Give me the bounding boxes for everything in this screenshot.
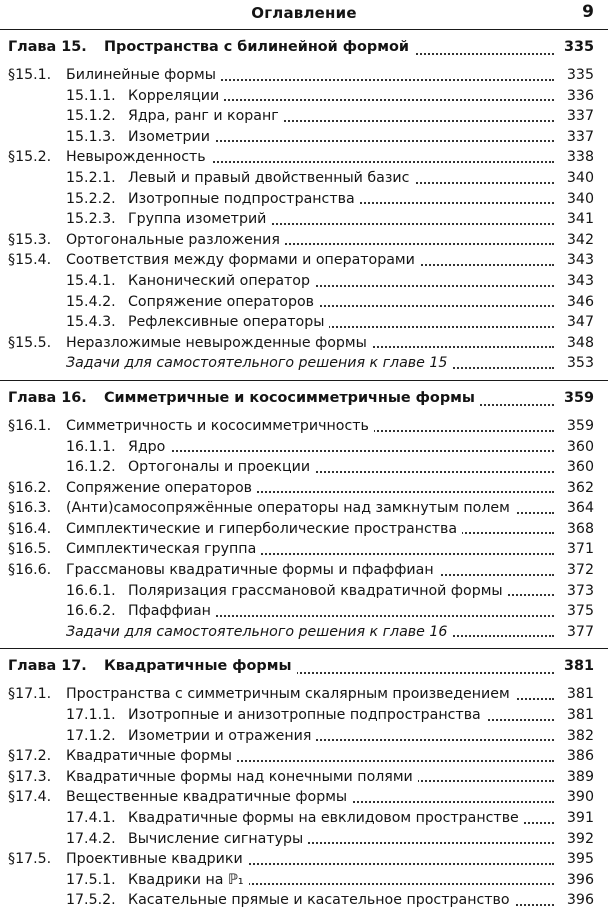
entry-title: Задачи для самостоятельного решения к главе 15 — [66, 353, 452, 374]
entry-page: 392 — [554, 829, 594, 850]
entry-number: §17.1. — [8, 684, 56, 705]
entry-title: Пространства с симметричным скалярным произведением — [66, 684, 515, 705]
toc-subsection-entry[interactable] — [0, 581, 608, 602]
entry-page: 368 — [554, 519, 594, 540]
toc-subsection-entry[interactable] — [0, 168, 608, 189]
toc-section-entry[interactable] — [0, 849, 608, 870]
toc-subsection-entry[interactable] — [0, 437, 608, 458]
entry-number: 15.4.2. — [66, 292, 121, 313]
entry-number: 15.2.3. — [66, 209, 121, 230]
entry-number: 15.2.1. — [66, 168, 121, 189]
entry-number: §16.5. — [8, 539, 56, 560]
entry-title: Поляризация грассмановой квадратичной формы — [128, 581, 508, 602]
entry-page: 381 — [554, 684, 594, 705]
entry-title: Квадратичные формы над конечными полями — [66, 767, 418, 788]
dot-leader — [128, 437, 554, 458]
entry-number: 16.1.2. — [66, 457, 121, 478]
toc-section-entry[interactable] — [0, 498, 608, 519]
entry-number: 16.6.1. — [66, 581, 121, 602]
toc-subsection-entry[interactable] — [0, 312, 608, 333]
toc-subsection-entry[interactable] — [0, 457, 608, 478]
entry-title: Изотропные и анизотропные подпространства — [128, 705, 486, 726]
entry-number: §17.2. — [8, 746, 56, 767]
toc-chapter-entry[interactable] — [0, 649, 608, 684]
entry-title: (Анти)самосопряжённые операторы над замкнутым полем — [66, 498, 515, 519]
entry-number: 15.1.3. — [66, 127, 121, 148]
entry-page: 362 — [554, 478, 594, 499]
entry-number: §15.2. — [8, 147, 56, 168]
toc-chapter-entry[interactable] — [0, 381, 608, 416]
entry-page: 389 — [554, 767, 594, 788]
chapter-number: Глава 15. — [8, 30, 92, 65]
entry-title: Левый и правый двойственный базис — [128, 168, 414, 189]
chapter-block — [0, 648, 608, 911]
entry-number: 15.1.2. — [66, 106, 121, 127]
running-title: Оглавление — [251, 4, 357, 22]
entry-page: 372 — [554, 560, 594, 581]
entry-title: Симплектическая группа — [66, 539, 261, 560]
entry-page: 371 — [554, 539, 594, 560]
toc-subsection-entry[interactable] — [0, 86, 608, 107]
entry-title: Сопряжение операторов — [128, 292, 319, 313]
entry-title: Ядра, ранг и коранг — [128, 106, 284, 127]
toc-subsection-entry[interactable] — [0, 189, 608, 210]
entry-number: §16.3. — [8, 498, 56, 519]
chapter-title: Пространства с билинейной формой — [104, 30, 414, 65]
toc-section-entry[interactable] — [0, 539, 608, 560]
entry-page: 360 — [554, 457, 594, 478]
entry-number: §15.4. — [8, 250, 56, 271]
entry-page: 386 — [554, 746, 594, 767]
entry-title: Ядро — [128, 437, 170, 458]
toc-subsection-entry[interactable] — [0, 808, 608, 829]
toc-section-entry[interactable] — [0, 519, 608, 540]
toc-section-entry[interactable] — [0, 560, 608, 581]
toc-problems-entry[interactable] — [0, 353, 608, 374]
chapter-page: 335 — [554, 30, 594, 65]
entry-page: 390 — [554, 787, 594, 808]
entry-page: 340 — [554, 189, 594, 210]
entry-page: 342 — [554, 230, 594, 251]
toc-subsection-entry[interactable] — [0, 106, 608, 127]
entry-page: 337 — [554, 106, 594, 127]
toc-subsection-entry[interactable] — [0, 726, 608, 747]
toc-subsection-entry[interactable] — [0, 127, 608, 148]
toc-subsection-entry[interactable] — [0, 271, 608, 292]
entry-number: §17.3. — [8, 767, 56, 788]
entry-title: Квадрики на ℙ₁ — [128, 870, 249, 891]
entry-number: §17.5. — [8, 849, 56, 870]
toc-section-entry[interactable] — [0, 333, 608, 354]
chapter-title: Квадратичные формы — [104, 649, 297, 684]
entry-title: Грассмановы квадратичные формы и пфаффиан — [66, 560, 439, 581]
entry-title: Вычисление сигнатуры — [128, 829, 308, 850]
entry-title: Проективные квадрики — [66, 849, 248, 870]
entry-page: 391 — [554, 808, 594, 829]
entry-title: Рефлексивные операторы — [128, 312, 329, 333]
entry-page: 346 — [554, 292, 594, 313]
entry-number: 17.5.1. — [66, 870, 121, 891]
entry-number: §16.4. — [8, 519, 56, 540]
entry-number: 17.4.1. — [66, 808, 121, 829]
entry-number: §15.5. — [8, 333, 56, 354]
entry-title: Билинейные формы — [66, 65, 221, 86]
entry-page: 353 — [554, 353, 594, 374]
entry-number: §16.2. — [8, 478, 56, 499]
entry-page: 348 — [554, 333, 594, 354]
entry-number: 15.4.3. — [66, 312, 121, 333]
entry-page: 338 — [554, 147, 594, 168]
entry-page: 337 — [554, 127, 594, 148]
toc-section-entry[interactable] — [0, 147, 608, 168]
entry-title: Соответствия между формами и операторами — [66, 250, 420, 271]
entry-number: §16.1. — [8, 416, 56, 437]
entry-title: Квадратичные формы — [66, 746, 237, 767]
entry-title: Ортогоналы и проекции — [128, 457, 315, 478]
entry-title: Сопряжение операторов — [66, 478, 257, 499]
entry-page: 396 — [554, 890, 594, 911]
toc-subsection-entry[interactable] — [0, 890, 608, 911]
entry-number: §17.4. — [8, 787, 56, 808]
toc-section-entry[interactable] — [0, 767, 608, 788]
toc-problems-entry[interactable] — [0, 622, 608, 643]
toc-section-entry[interactable] — [0, 65, 608, 86]
entry-number: 17.4.2. — [66, 829, 121, 850]
toc-section-entry[interactable] — [0, 416, 608, 437]
entry-page: 396 — [554, 870, 594, 891]
entry-number: 15.1.1. — [66, 86, 121, 107]
toc-section-entry[interactable] — [0, 230, 608, 251]
entry-title: Изотропные подпространства — [128, 189, 360, 210]
page-number: 9 — [582, 2, 594, 22]
entry-page: 375 — [554, 601, 594, 622]
entry-page: 382 — [554, 726, 594, 747]
toc-subsection-entry[interactable] — [0, 870, 608, 891]
table-of-contents — [0, 30, 608, 917]
entry-page: 343 — [554, 271, 594, 292]
entry-number: 15.4.1. — [66, 271, 121, 292]
entry-page: 347 — [554, 312, 594, 333]
toc-subsection-entry[interactable] — [0, 705, 608, 726]
entry-title: Ортогональные разложения — [66, 230, 285, 251]
entry-page: 335 — [554, 65, 594, 86]
entry-title: Группа изометрий — [128, 209, 271, 230]
toc-section-entry[interactable] — [0, 746, 608, 767]
entry-page: 336 — [554, 86, 594, 107]
entry-page: 360 — [554, 437, 594, 458]
entry-page: 341 — [554, 209, 594, 230]
toc-section-entry[interactable] — [0, 478, 608, 499]
entry-number: 17.1.2. — [66, 726, 121, 747]
entry-title: Касательные прямые и касательное пространство — [128, 890, 515, 911]
entry-title: Неразложимые невырожденные формы — [66, 333, 372, 354]
entry-page: 340 — [554, 168, 594, 189]
chapter-block — [0, 380, 608, 643]
toc-section-entry[interactable] — [0, 250, 608, 271]
entry-title: Симметричность и кососимметричность — [66, 416, 374, 437]
entry-title: Задачи для самостоятельного решения к главе 16 — [66, 622, 452, 643]
toc-section-entry[interactable] — [0, 787, 608, 808]
entry-page: 343 — [554, 250, 594, 271]
entry-page: 381 — [554, 705, 594, 726]
entry-title: Невырожденность — [66, 147, 211, 168]
chapter-block — [0, 30, 608, 374]
entry-title: Пфаффиан — [128, 601, 216, 622]
entry-page: 364 — [554, 498, 594, 519]
entry-number: 16.6.2. — [66, 601, 121, 622]
entry-page: 377 — [554, 622, 594, 643]
chapter-number: Глава 17. — [8, 649, 92, 684]
entry-page: 395 — [554, 849, 594, 870]
entry-title: Вещественные квадратичные формы — [66, 787, 352, 808]
entry-title: Квадратичные формы на евклидовом пространстве — [128, 808, 524, 829]
running-head — [0, 0, 608, 30]
entry-number: §15.3. — [8, 230, 56, 251]
chapter-page: 359 — [554, 381, 594, 416]
entry-title: Изометрии и отражения — [128, 726, 316, 747]
entry-title: Изометрии — [128, 127, 215, 148]
entry-number: 16.1.1. — [66, 437, 121, 458]
entry-title: Симплектические и гиперболические пространства — [66, 519, 462, 540]
toc-subsection-entry[interactable] — [0, 209, 608, 230]
entry-number: §15.1. — [8, 65, 56, 86]
entry-title: Канонический оператор — [128, 271, 315, 292]
entry-page: 373 — [554, 581, 594, 602]
chapter-title: Симметричные и кососимметричные формы — [104, 381, 480, 416]
toc-subsection-entry[interactable] — [0, 292, 608, 313]
toc-section-entry[interactable] — [0, 684, 608, 705]
entry-number: 17.5.2. — [66, 890, 121, 911]
chapter-number: Глава 16. — [8, 381, 92, 416]
entry-page: 359 — [554, 416, 594, 437]
toc-chapter-entry[interactable] — [0, 30, 608, 65]
entry-number: 15.2.2. — [66, 189, 121, 210]
entry-number: 17.1.1. — [66, 705, 121, 726]
chapter-page: 381 — [554, 649, 594, 684]
entry-number: §16.6. — [8, 560, 56, 581]
toc-subsection-entry[interactable] — [0, 829, 608, 850]
toc-subsection-entry[interactable] — [0, 601, 608, 622]
entry-title: Корреляции — [128, 86, 224, 107]
